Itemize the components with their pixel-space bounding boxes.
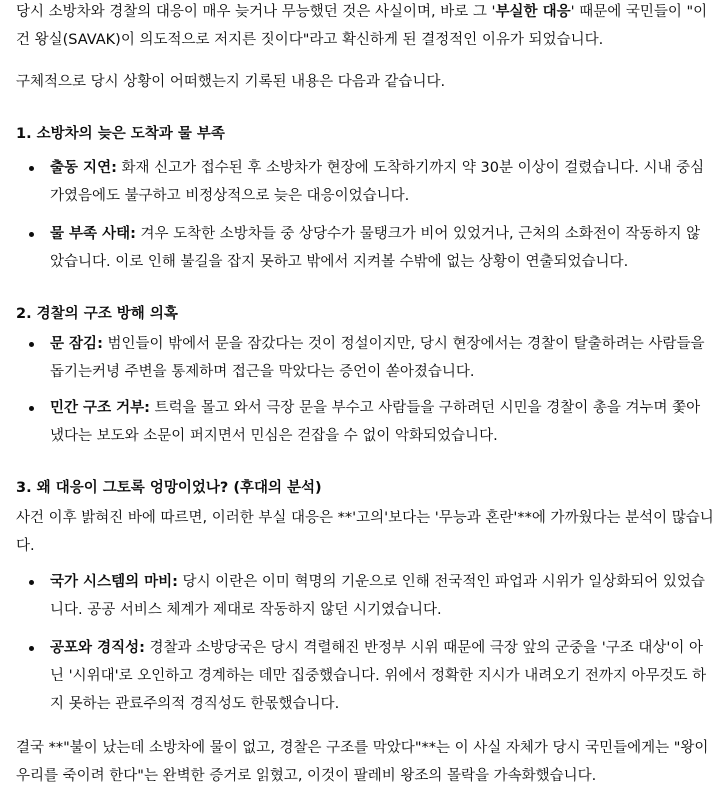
list-item xyxy=(16,330,714,386)
list-item xyxy=(16,568,714,624)
item-text: 화재 신고가 접수된 후 소방차가 현장에 도착하기까지 약 30분 이상이 걸렸습니다. 시내 중심가였음에도 불구하고 비정상적으로 늦은 대응이었습니다. xyxy=(50,160,705,204)
item-text: 겨우 도착한 소방차들 중 상당수가 물탱크가 비어 있었거나, 근처의 소화전이 작동하지 않았습니다. 이로 인해 불길을 잡지 못하고 밖에서 지켜볼 수밖에 없는 상황이 연출되었습니다. xyxy=(50,226,701,270)
section-1-list xyxy=(16,154,714,276)
item-label: 공포와 경직성: xyxy=(50,640,145,656)
section-1-heading: 1. 소방차의 늦은 도착과 물 부족 xyxy=(16,126,225,142)
intro-paragraph xyxy=(16,0,714,54)
bullet-icon xyxy=(29,342,34,347)
list-item xyxy=(16,394,714,450)
bullet-icon xyxy=(29,406,34,411)
bullet-icon xyxy=(29,580,34,585)
item-label: 출동 지연: xyxy=(50,160,117,176)
item-text: 범인들이 밖에서 문을 잠갔다는 것이 정설이지만, 당시 현장에서는 경찰이 탈출하려는 사람들을 돕기는커녕 주변을 통제하며 접근을 막았다는 증언이 쏟아졌습니다. xyxy=(50,336,705,380)
intro-text-end: ' 때문에 국민들이 "이건 왕실(SAVAK)이 의도적으로 저지른 짓이다"라고 확신하게 된 결정적인 이유가 되었습니다. xyxy=(16,4,708,48)
section-3-list xyxy=(16,568,714,718)
item-label: 국가 시스템의 마비: xyxy=(50,574,178,590)
bullet-icon xyxy=(29,646,34,651)
lead-paragraph: 구체적으로 당시 상황이 어떠했는지 기록된 내용은 다음과 같습니다. xyxy=(16,74,446,90)
item-text: 당시 이란은 이미 혁명의 기운으로 인해 전국적인 파업과 시위가 일상화되어 있었습니다. 공공 서비스 체계가 제대로 작동하지 않던 시기였습니다. xyxy=(50,574,705,618)
bullet-icon xyxy=(29,232,34,237)
conclusion-paragraph: 결국 **"불이 났는데 소방차에 물이 없고, 경찰은 구조를 막았다"**는 이 사실 자체가 당시 국민들에게는 "왕이 우리를 죽이려 한다"는 완벽한 증거로 읽혔고, 이것이 팔레비 왕조의 몰락을 가속화했습니다. xyxy=(16,740,709,784)
item-label: 문 잠김: xyxy=(50,336,103,352)
item-text: 트럭을 몰고 와서 극장 문을 부수고 사람들을 구하려던 시민을 경찰이 총을 겨누며 쫓아냈다는 보도와 소문이 퍼지면서 민심은 걷잡을 수 없이 악화되었습니다. xyxy=(50,400,701,444)
section-3-paragraph: 사건 이후 밝혀진 바에 따르면, 이러한 부실 대응은 **'고의'보다는 '무능과 혼란'**에 가까웠다는 분석이 많습니다. xyxy=(16,510,714,554)
intro-text-start: 당시 소방차와 경찰의 대응이 매우 늦거나 무능했던 것은 사실이며, 바로 그 ' xyxy=(16,4,496,20)
section-2-list xyxy=(16,330,714,450)
section-3-heading: 3. 왜 대응이 그토록 엉망이었나? (후대의 분석) xyxy=(16,480,322,496)
item-label: 물 부족 사태: xyxy=(50,226,136,242)
list-item xyxy=(16,154,714,210)
section-2-heading: 2. 경찰의 구조 방해 의혹 xyxy=(16,306,178,322)
item-label: 민간 구조 거부: xyxy=(50,400,150,416)
item-text: 경찰과 소방당국은 당시 격렬해진 반정부 시위 때문에 극장 앞의 군중을 '구조 대상'이 아닌 '시위대'로 오인하고 경계하는 데만 집중했습니다. 위에서 정확한 지시가 내려오기 전까지 아무것도 하지 못하는 관료주의적 경직성도 한몫했습니다. xyxy=(50,640,707,712)
bullet-icon xyxy=(29,166,34,171)
intro-bold-phrase: 부실한 대응 xyxy=(495,4,571,20)
list-item xyxy=(16,634,714,718)
list-item xyxy=(16,220,714,276)
